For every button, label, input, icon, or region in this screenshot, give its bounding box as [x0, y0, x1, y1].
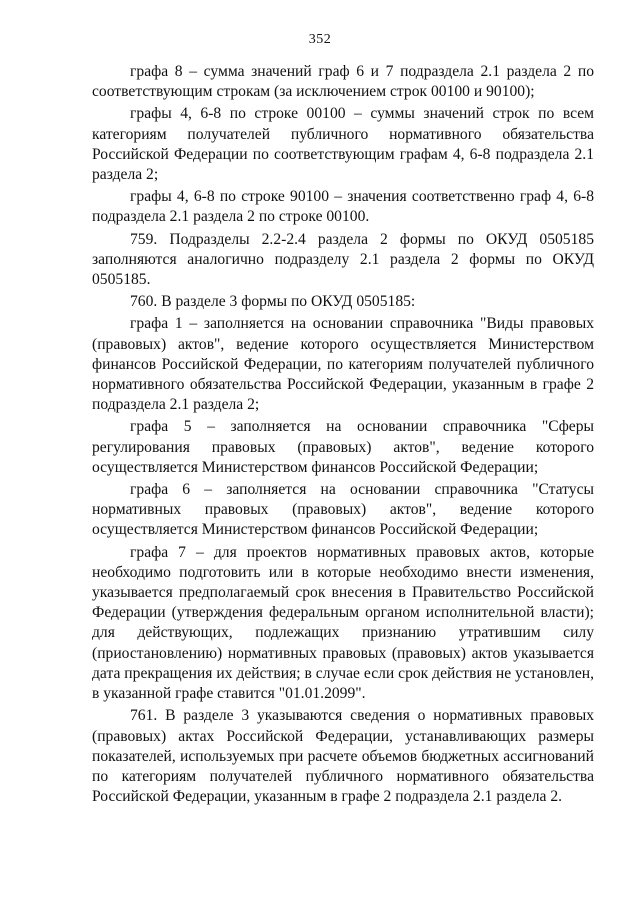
- paragraph-grafa-8: графа 8 – сумма значений граф 6 и 7 подраздела 2.1 раздела 2 по соответствующим строкам (за исключением строк 00100 и 90100);: [92, 63, 594, 101]
- paragraph-grafa-6: графа 6 – заполняется на основании справочника "Статусы нормативных правовых (правовых) актов", ведение которого осуществляется Министерством финансов Российской Федерации;: [92, 481, 594, 539]
- paragraph-grafa-5: графа 5 – заполняется на основании справочника "Сферы регулирования правовых (правовых) актов", ведение которого осуществляется Министерством финансов Российской Федерации;: [92, 418, 594, 476]
- paragraph-759: 759. Подразделы 2.2-2.4 раздела 2 формы по ОКУД 0505185 заполняются аналогично подразделу 2.1 раздела 2 формы по ОКУД 0505185.: [92, 230, 594, 289]
- document-body: [92, 62, 594, 809]
- paragraph-761: 761. В разделе 3 указываются сведения о нормативных правовых (правовых) актах Российской Федерации, устанавливающих размеры показателей, используемых при расчете объемов бюджетных ассигнований по категориям получателей публичного нормативного обязательства Российской Федерации, указанным в графе 2 подраздела 2.1 раздела 2.: [92, 707, 594, 806]
- paragraph-760: 760. В разделе 3 формы по ОКУД 0505185:: [130, 293, 416, 311]
- paragraph-grafa-7: графа 7 – для проектов нормативных правовых актов, которые необходимо подготовить или в которые необходимо внести изменения, указывается предполагаемый срок внесения в Правительство Российской Федерации (утверждения федеральным органом исполнительной власти); для действующих, подлежащих признанию утратившим силу (приостановлению) нормативных правовых (правовых) актов указывается дата прекращения их действия; в случае если срок действия не установлен, в указанной графе ставится "01.01.2099".: [92, 543, 594, 703]
- page-number: 352: [308, 32, 332, 47]
- paragraph-stroka-90100: графы 4, 6-8 по строке 90100 – значения соответственно граф 4, 6-8 подраздела 2.1 раздела 2 по строке 00100.: [92, 188, 594, 226]
- paragraph-grafa-1: графа 1 – заполняется на основании справочника "Виды правовых (правовых) актов", ведение которого осуществляется Министерством финансов Российской Федерации, по категориям получателей публичного нормативного обязательства Российской Федерации, указанным в графе 2 подраздела 2.1 раздела 2;: [92, 315, 594, 414]
- paragraph-stroka-00100: графы 4, 6-8 по строке 00100 – суммы значений строк по всем категориям получателей публичного нормативного обязательства Российской Федерации по соответствующим графам 4, 6-8 подраздела 2.1 раздела 2;: [92, 105, 594, 184]
